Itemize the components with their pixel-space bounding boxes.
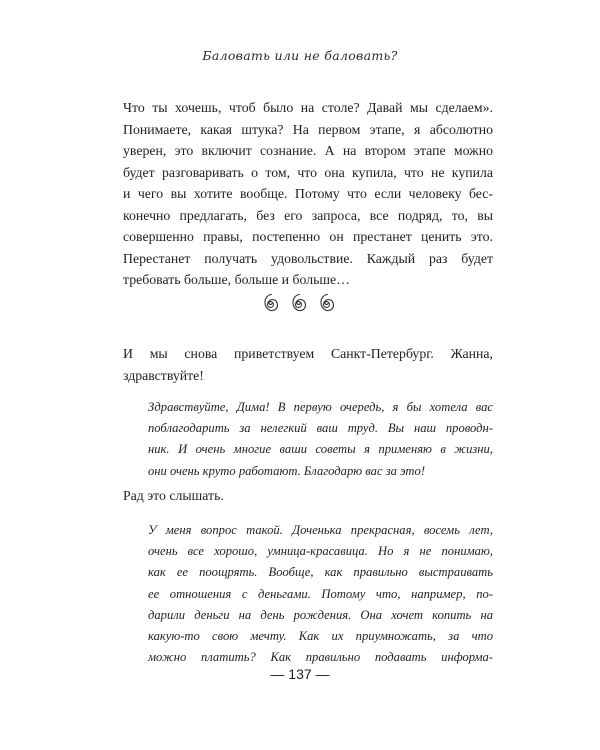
quote-line: можно платить? Как правильно подавать информа-: [148, 650, 493, 665]
text-line: и чего вы хотите вообще. Потому что если человеку бес-: [123, 186, 493, 201]
paragraph-2: [123, 343, 493, 386]
quote-2: [148, 520, 493, 668]
text-line: Рад это слышать.: [123, 488, 224, 503]
running-head: Баловать или не баловать?: [202, 48, 398, 63]
spiral-icon: [317, 290, 339, 316]
page-number: — 137 —: [270, 666, 330, 682]
text-line: уверен, это включит сознание. А на втором этапе можно: [123, 143, 493, 158]
text-line: Перестанет получать удовольствие. Каждый раз будет: [123, 250, 493, 266]
text-line: будет разговаривать о том, что она купила, что не купила: [123, 164, 493, 180]
quote-line: какую-то свою мечту. Как их приумножать, за что: [148, 629, 493, 644]
quote-line: очень все хорошо, умница-красавица. Но я не понимаю,: [148, 544, 493, 559]
quote-line: Здравствуйте, Дима! В первую очередь, я бы хотела вас: [148, 400, 493, 414]
quote-line: поблагодарить за нелегкий ваш труд. Вы наш проводн-: [148, 421, 493, 436]
paragraph-3: [123, 485, 493, 507]
spiral-icon: [261, 290, 283, 316]
quote-line: ее отношения с деньгами. Потому что, например, по-: [148, 586, 493, 601]
text-line: совершенно правы, постепенно он престанет ценить это.: [123, 229, 493, 244]
quote-line: У меня вопрос такой. Доченька прекрасная, восемь лет,: [148, 523, 493, 537]
text-line: требовать больше, больше и больше…: [123, 272, 350, 287]
paragraph-1: [123, 97, 493, 291]
quote-line: ник. И очень многие ваши советы я применяю в жизни,: [148, 442, 493, 457]
quote-line: они очень круто работают. Благодарю вас за это!: [148, 463, 426, 478]
text-line: здравствуйте!: [123, 367, 204, 383]
quote-1: [148, 397, 493, 482]
spiral-icon: [289, 290, 311, 316]
spiral-ornament-icon: [0, 290, 600, 316]
quote-line: как ее поощрять. Вообще, как правильно выстраивать: [148, 565, 493, 580]
text-line: Понимаете, какая штука? На первом этапе, я абсолютно: [123, 121, 493, 137]
text-line: конечно предлагать, без его запроса, все подряд, то, вы: [123, 207, 493, 223]
text-line: Что ты хочешь, чтоб было на столе? Давай мы сделаем».: [123, 100, 493, 115]
quote-line: дарили деньги на день рождения. Она хочет копить на: [148, 607, 493, 622]
text-line: И мы снова приветствуем Санкт-Петербург. Жанна,: [123, 346, 493, 361]
